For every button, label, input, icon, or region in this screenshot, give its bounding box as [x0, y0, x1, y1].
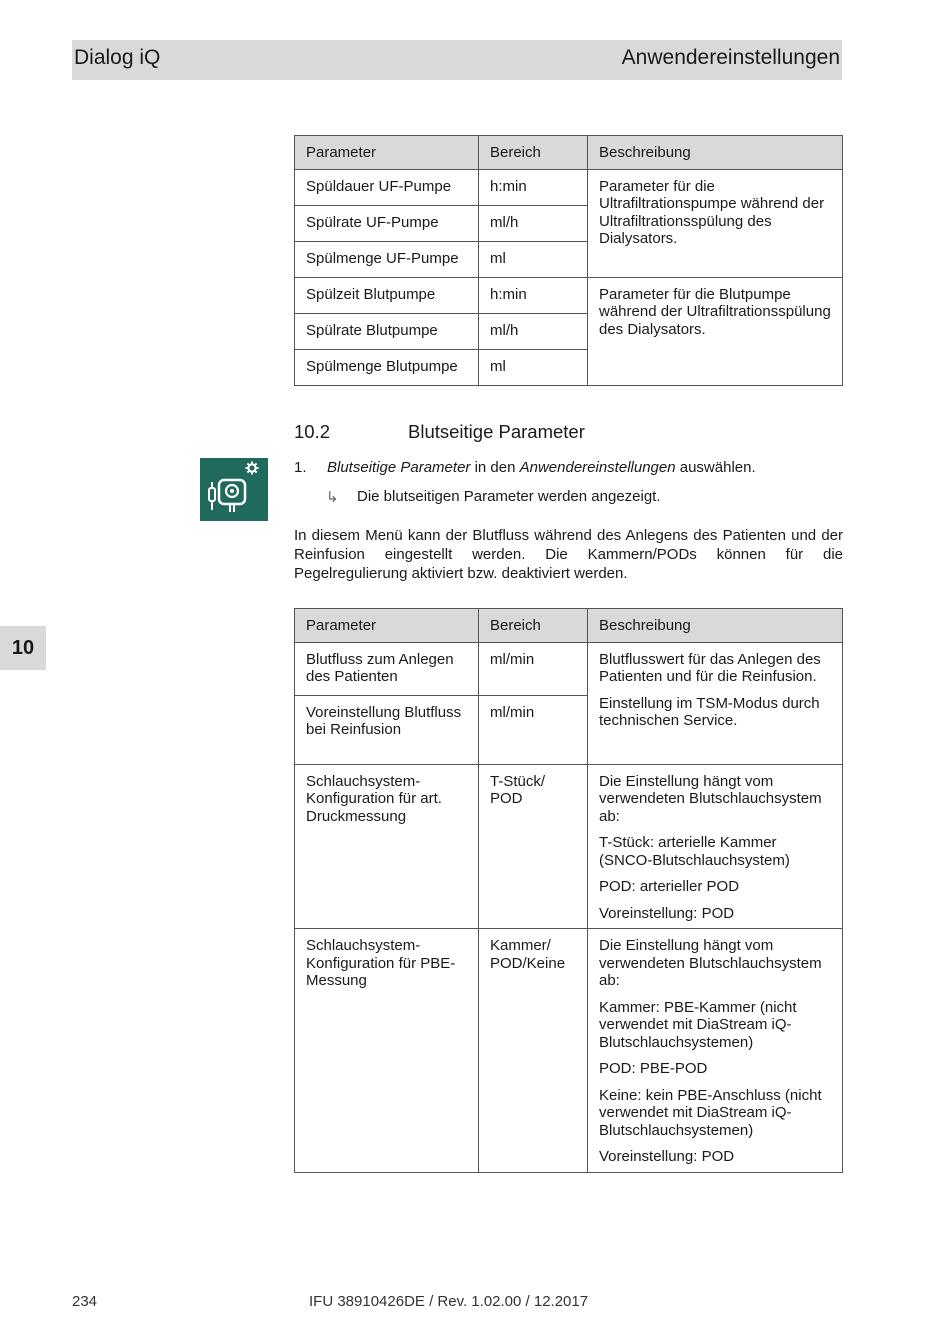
range-cell: ml/min: [479, 642, 588, 695]
table-row: [295, 169, 843, 205]
flush-parameters-table: [294, 135, 843, 386]
step-text: [327, 459, 756, 476]
param-cell: Spülrate Blutpumpe: [295, 313, 479, 349]
range-cell: ml: [479, 349, 588, 385]
description-line: T-Stück: arterielle Kammer (SNCO-Blutschlauchsystem): [599, 834, 790, 869]
range-cell: Kammer/ POD/Keine: [479, 929, 588, 1173]
description-line: Einstellung im TSM-Modus durch technischen Service.: [599, 694, 820, 729]
column-header: Bereich: [479, 136, 588, 170]
chapter-side-tab: 10: [0, 626, 46, 670]
param-cell: Spülmenge Blutpumpe: [295, 349, 479, 385]
param-cell: Spülzeit Blutpumpe: [295, 277, 479, 313]
blood-side-parameters-table: [294, 608, 843, 1173]
section-title: Blutseitige Parameter: [408, 421, 585, 442]
description-line: Blutflusswert für das Anlegen des Patienten und für die Reinfusion.: [599, 650, 821, 685]
page-number: 234: [72, 1293, 98, 1310]
description-cell: [588, 764, 843, 929]
description-cell: Parameter für die Ultrafiltrationspumpe während der Ultrafiltrationsspülung des Dialysators.: [588, 169, 843, 277]
step-number: 1.: [294, 459, 307, 476]
param-cell: Blutfluss zum Anlegen des Patienten: [295, 642, 479, 695]
page-header: [72, 40, 842, 80]
column-header: Beschreibung: [588, 136, 843, 170]
param-cell: Schlauchsystem-Konfiguration für art. Druckmessung: [295, 764, 479, 929]
param-cell: Schlauchsystem-Konfiguration für PBE-Messung: [295, 929, 479, 1173]
table-row: [295, 764, 843, 929]
header-product-title: Dialog iQ: [74, 46, 161, 69]
column-header: Parameter: [295, 136, 479, 170]
section-number: 10.2: [294, 421, 331, 442]
step-emphasis: Anwendereinstellungen: [519, 459, 676, 476]
result-text: Die blutseitigen Parameter werden angezeigt.: [357, 488, 661, 505]
header-chapter-title: Anwendereinstellungen: [621, 46, 840, 69]
step-text-part: auswählen.: [675, 459, 756, 476]
param-cell: Spülmenge UF-Pumpe: [295, 241, 479, 277]
description-line: Die Einstellung hängt vom verwendeten Blutschlauchsystem ab:: [599, 772, 822, 825]
blood-side-settings-icon: [200, 458, 268, 521]
range-cell: ml: [479, 241, 588, 277]
description-line: Voreinstellung: POD: [599, 1148, 735, 1165]
range-cell: h:min: [479, 169, 588, 205]
description-cell: [588, 642, 843, 764]
intro-paragraph: In diesem Menü kann der Blutfluss während des Anlegens des Patienten und der Reinfusion eingestellt werden. Die Kammern/PODs können für die Pegelregulierung aktiviert bzw. deaktiviert werden.: [294, 527, 843, 583]
param-cell: Spülrate UF-Pumpe: [295, 205, 479, 241]
range-cell: T-Stück/ POD: [479, 764, 588, 929]
table-header-row: [295, 609, 843, 643]
column-header: Beschreibung: [588, 609, 843, 643]
result-arrow-icon: ↳: [326, 489, 339, 506]
description-line: Voreinstellung: POD: [599, 904, 735, 922]
description-cell: Parameter für die Blutpumpe während der Ultrafiltrationsspülung des Dialysators.: [588, 277, 843, 385]
description-line: Die Einstellung hängt vom verwendeten Blutschlauchsystem ab:: [599, 937, 822, 989]
column-header: Bereich: [479, 609, 588, 643]
description-line: POD: arterieller POD: [599, 878, 740, 895]
param-cell: Spüldauer UF-Pumpe: [295, 169, 479, 205]
range-cell: ml/h: [479, 313, 588, 349]
table-row: [295, 642, 843, 695]
column-header: Parameter: [295, 609, 479, 643]
table-row: [295, 277, 843, 313]
step-text-part: in den: [470, 459, 520, 476]
range-cell: ml/h: [479, 205, 588, 241]
document-reference: IFU 38910426DE / Rev. 1.02.00 / 12.2017: [309, 1293, 589, 1310]
description-line: Kammer: PBE-Kammer (nicht verwendet mit DiaStream iQ-Blutschlauchsystemen): [599, 998, 797, 1051]
step-emphasis: Blutseitige Parameter: [327, 459, 471, 476]
range-cell: ml/min: [479, 695, 588, 764]
description-cell: [588, 929, 843, 1173]
range-cell: h:min: [479, 277, 588, 313]
description-line: POD: PBE-POD: [599, 1060, 708, 1077]
table-row: [295, 929, 843, 1173]
description-line: Keine: kein PBE-Anschluss (nicht verwendet mit DiaStream iQ-Blutschlauchsystemen): [599, 1086, 822, 1139]
table-header-row: [295, 136, 843, 170]
param-cell: Voreinstellung Blutfluss bei Reinfusion: [295, 695, 479, 764]
